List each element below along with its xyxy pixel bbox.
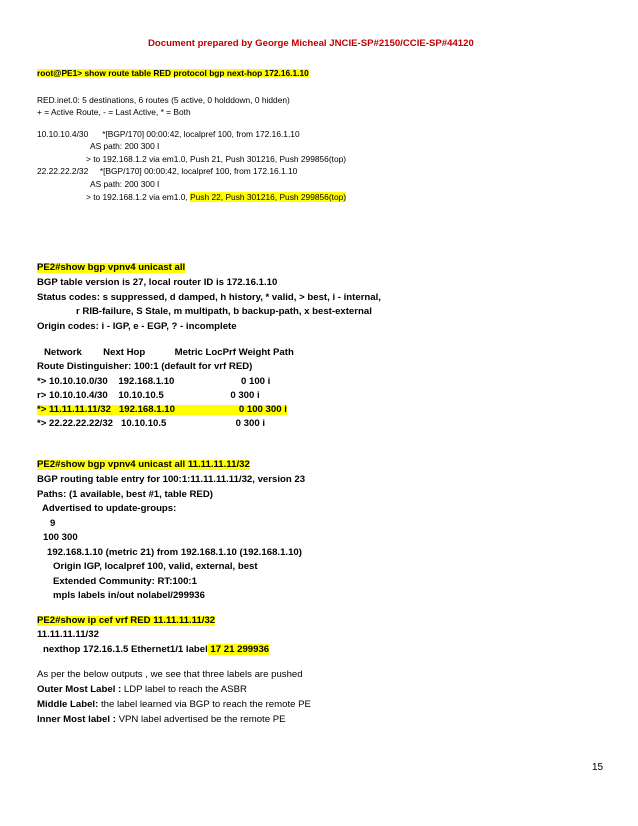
explanation-item <box>37 685 247 695</box>
output-line <box>86 193 346 201</box>
highlighted-labels: 17 21 299936 <box>207 644 270 655</box>
table-row: *> 10.10.10.0/30 192.168.1.10 0 100 i <box>37 376 271 387</box>
output-line: mpls labels in/out nolabel/299936 <box>53 590 205 601</box>
document-header: Document prepared by George Micheal JNCIE-SP#2150/CCIE-SP#44120 <box>148 38 474 49</box>
output-line: 11.11.11.11/32 <box>37 629 99 640</box>
output-line: 192.168.1.10 (metric 21) from 192.168.1.10 (192.168.1.10) <box>47 547 302 558</box>
output-line: r RIB-failure, S Stale, m multipath, b backup-path, x best-external <box>76 306 372 317</box>
output-line: Status codes: s suppressed, d damped, h history, * valid, > best, i - internal, <box>37 292 381 303</box>
command-line: PE2#show bgp vpnv4 unicast all 11.11.11.11/32 <box>37 459 250 470</box>
explanation-term: Middle Label: <box>37 699 99 710</box>
output-text: > to 192.168.1.2 via em1.0, <box>86 192 191 202</box>
output-line: Extended Community: RT:100:1 <box>53 576 197 587</box>
output-line <box>43 645 269 655</box>
output-line: Origin IGP, localpref 100, valid, external, best <box>53 561 258 572</box>
output-line: 10.10.10.4/30 *[BGP/170] 00:00:42, localpref 100, from 172.16.1.10 <box>37 129 300 139</box>
output-line: BGP table version is 27, local router ID is 172.16.1.10 <box>37 277 278 288</box>
explanation-item <box>37 715 286 725</box>
output-line: AS path: 200 300 I <box>90 179 160 189</box>
output-line: AS path: 200 300 I <box>90 141 160 151</box>
output-line: > to 192.168.1.2 via em1.0, Push 21, Push 301216, Push 299856(top) <box>86 154 347 164</box>
output-line: BGP routing table entry for 100:1:11.11.11.11/32, version 23 <box>37 474 306 485</box>
command-line: PE2#show bgp vpnv4 unicast all <box>37 262 186 273</box>
explanation-text: the label learned via BGP to reach the remote PE <box>98 699 311 710</box>
highlighted-labels: Push 22, Push 301216, Push 299856(top) <box>190 192 347 202</box>
explanation-term: Outer Most Label : <box>37 684 122 695</box>
page-number: 15 <box>592 762 604 773</box>
output-line: Paths: (1 available, best #1, table RED) <box>37 489 213 500</box>
explanation-text: LDP label to reach the ASBR <box>121 684 247 695</box>
output-line: 22.22.22.2/32 *[BGP/170] 00:00:42, localpref 100, from 172.16.1.10 <box>37 166 298 176</box>
command-line: PE2#show ip cef vrf RED 11.11.11.11/32 <box>37 615 216 626</box>
table-row: r> 10.10.10.4/30 10.10.10.5 0 300 i <box>37 390 260 401</box>
output-line: Advertised to update-groups: <box>42 503 177 514</box>
output-line: + = Active Route, - = Last Active, * = Both <box>37 107 191 117</box>
explanation-term: Inner Most label : <box>37 714 116 725</box>
output-line: Route Distinguisher: 100:1 (default for vrf RED) <box>37 361 253 372</box>
output-line: Origin codes: i - IGP, e - EGP, ? - incomplete <box>37 321 237 332</box>
output-line: 100 300 <box>43 532 78 543</box>
output-line: 9 <box>50 518 56 529</box>
output-line: RED.inet.0: 5 destinations, 6 routes (5 active, 0 holddown, 0 hidden) <box>37 95 290 105</box>
explanation-text: VPN label advertised be the remote PE <box>115 714 286 725</box>
explanation-intro: As per the below outputs , we see that three labels are pushed <box>37 669 303 680</box>
table-row-highlighted: *> 11.11.11.11/32 192.168.1.10 0 100 300 i <box>37 404 287 415</box>
command-line: root@PE1> show route table RED protocol bgp next-hop 172.16.1.10 <box>37 68 309 78</box>
output-text: nexthop 172.16.1.5 Ethernet1/1 label <box>43 644 208 655</box>
table-row: *> 22.22.22.22/32 10.10.10.5 0 300 i <box>37 418 266 429</box>
table-header: Network Next Hop Metric LocPrf Weight Path <box>44 347 294 358</box>
explanation-item <box>37 700 311 710</box>
